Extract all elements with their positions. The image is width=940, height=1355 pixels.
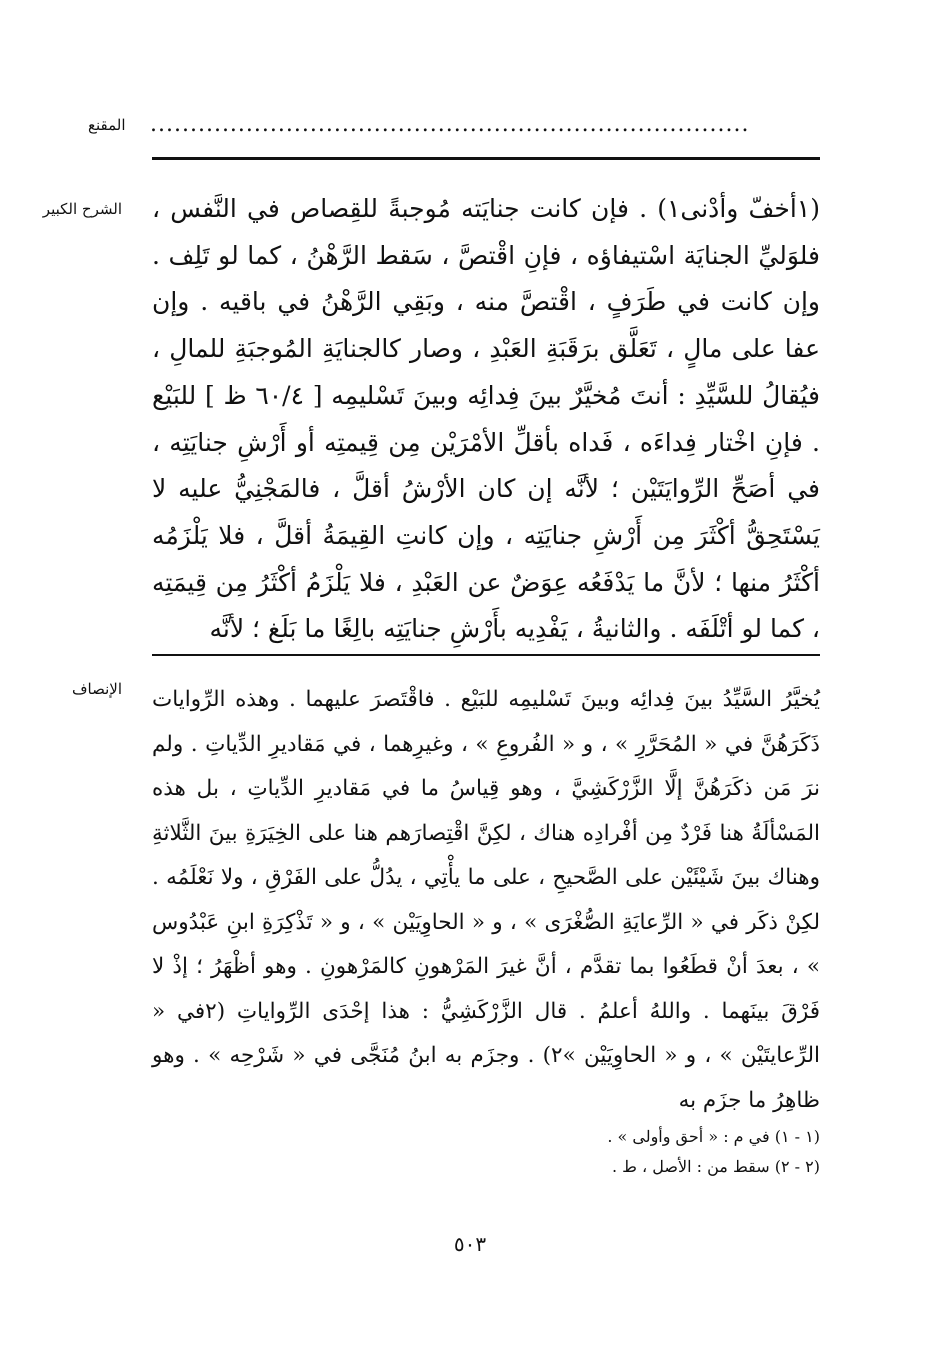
insaf-section-text	[152, 678, 820, 1123]
footnotes	[152, 1122, 820, 1182]
sharh-section-text	[152, 186, 820, 653]
header-dot-leader: ...........................................................................	[150, 112, 750, 137]
insaf-paragraph: يُخيَّرُ السَّيِّدُ بينَ فِدائِه وبينَ تَسْليمِه للبَيْع . فاقْتَصرَ عليهما . وهذه الرِّوايات ذَكَرَهُنَّ في « المُحَرَّرِ » ، و « الفُروعِ » ، وغيرِهما ، في مَقاديرِ الدِّياتِ . ولم نرَ مَن ذكَرَهُنَّ إلَّا الزَّرْكَشِيَّ ، وهو قِياسُ ما في مَقاديرِ الدِّياتِ ، بل هذه المَسْألَةُ هنا فَرْدٌ مِن أفْرادِه هناك ، لكِنَّ اقْتِصارَهم هنا على الخِيَرَةِ بينَ الثَّلاثةِ وهناك بينَ شَيْئَيْن على الصَّحيحِ ، على ما يأْتِي ، يدُلُّ على الفَرْقِ ، ولا نَعْلَمُه . لكِنْ ذكَر في « الرِّعايَةِ الصُّغْرَى » ، و « الحاوِيَيْن » ، و « تَذْكِرَةِ ابنِ عَبْدُوس » ، بعدَ أنْ قطَعُوا بما تقدَّم ، أنَّ غيرَ المَرْهونِ كالمَرْهونِ . وهو أظْهَرُ ؛ إذْ لا فَرْقَ بينَهما . واللهُ أعلمُ . قال الزَّرْكَشِيُّ : هذا إحْدَى الرِّواياتِ (٢في « الرِّعايتَيْن » ، و « الحاوِيَيْن »٢) . وجزَم به ابنُ مُنَجَّى في « شَرْحِه » . وهو ظاهِرُ ما جزَم به	[152, 687, 821, 1113]
section-divider	[152, 654, 820, 656]
footnote-1: (١ - ١) في م : « أحق وأولى » .	[607, 1127, 820, 1146]
footnote-2: (٢ - ٢) سقط من : الأصل ، ط .	[611, 1157, 820, 1176]
running-header	[150, 112, 825, 138]
sharh-paragraph: (١أخفّ وأدْنى١) . فإن كانت جنايَته مُوجبةً للقِصاص في النَّفس ، فلوَليِّ الجنايَة اسْتيفاؤه ، فإنِ اقْتصَّ ، سَقط الرَّهْنُ ، كما لو تَلِف . وإن كانت في طَرَفٍ ، اقْتصَّ منه ، وبَقِي الرَّهْنُ في باقيه . وإن عفا على مالٍ ، تَعَلَّق برَقَبَةِ العَبْدِ ، وصار كالجنايَةِ المُوجبَةِ للمالِ ، فيُقالُ للسَّيِّدِ : أنتَ مُخيَّرٌ بينَ فِدائِه وبينَ تَسْليمِه [ ٦٠/٤ ظ ] للبَيْع . فإنِ اخْتار فِداءَه ، فَداه بأقلِّ الأمْرَيْن مِن قِيمتِه أو أَرْشِ جنايَتِه ، في أصَحِّ الرِّوايَتَيْن ؛ لأنَّه إن كان الأرْشُ أقلَّ ، فالمَجْنِيُّ عليه لا يَسْتَحِقُّ أكْثَرَ مِن أَرْشِ جنايَتِه ، وإن كانتِ القِيمَةُ أقلَّ ، فلا يَلْزَمُه أكْثَرُ منها ؛ لأنَّ ما يَدْفَعُه عِوَضٌ عن العَبْدِ ، فلا يَلْزَمُ أكْثَرُ مِن قِيمَتِه ، كما لو أتْلَفَه . والثانيةُ ، يَفْدِيه بأَرْشِ جنايَتِه بالِغًا ما بَلَغ ؛ لأنَّه	[152, 194, 820, 644]
header-divider	[152, 157, 820, 160]
book-title: المقنع	[88, 116, 126, 134]
sharh-section-label: الشرح الكبير	[42, 200, 122, 218]
page-number: ٥٠٣	[453, 1232, 487, 1256]
insaf-section-label: الإنصاف	[71, 680, 122, 698]
